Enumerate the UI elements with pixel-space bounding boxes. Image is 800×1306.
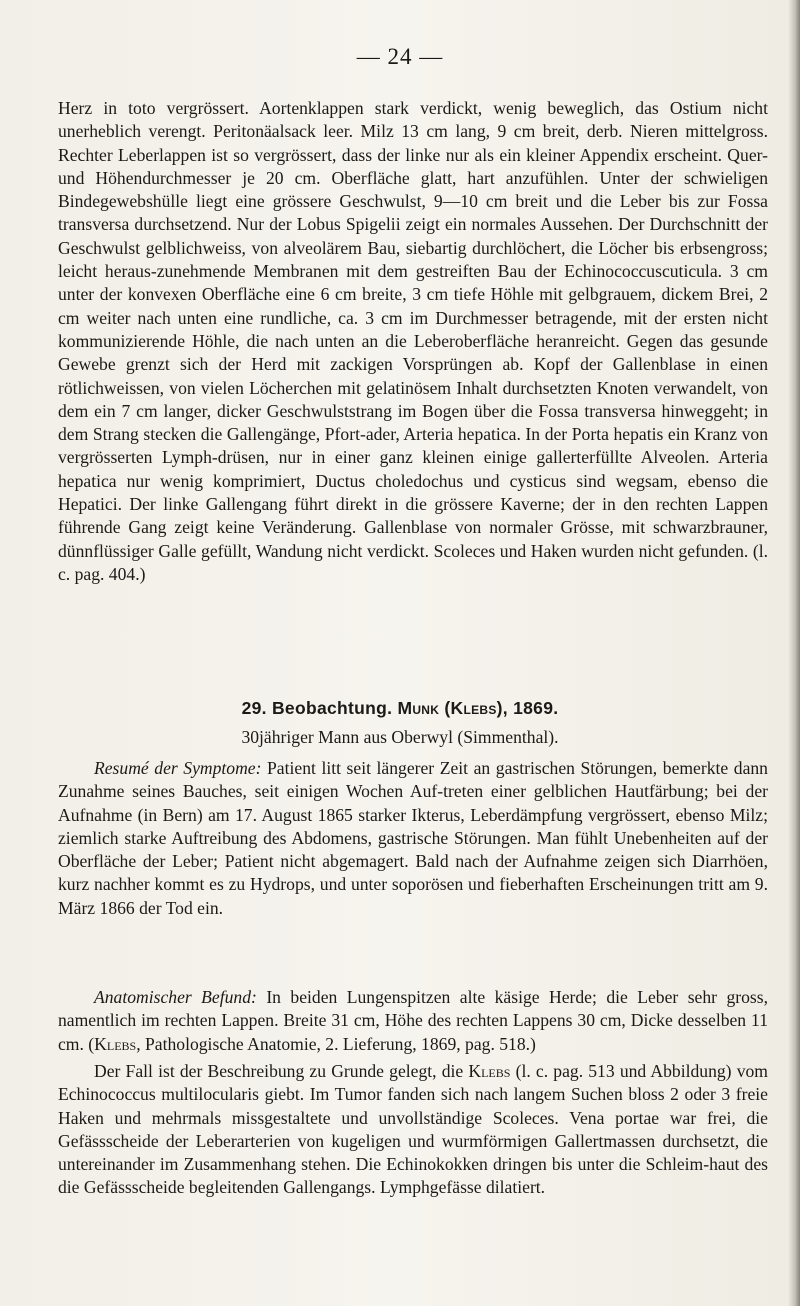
fall-paragraph bbox=[58, 1060, 768, 1200]
befund-text-a: In beiden Lungenspitzen alte käsige Herde; die Leber sehr gross, namentlich im rechten Lappen. Breite 31 cm, Höhe des rechten Lappens 30 cm, Dicke desselben 11 cm. ( bbox=[58, 987, 769, 1054]
fall-reference-name: Klebs bbox=[468, 1061, 511, 1081]
resume-text: Patient litt seit längerer Zeit an gastrischen Störungen, bemerkte dann Zunahme seines Bauches, seit einigen Wochen Auf-treten einer gelblichen Hautfärbung; bei der Aufnahme (in Bern) am 17. August 1865 starker Ikterus, Leberdämpfung vergrössert, ebenso Milz; ziemlich starke Auftreibung des Abdomens, gastrische Störungen. Man fühlt Unebenheiten auf der Oberfläche der Leber; Patient nicht abgemagert. Bald nach der Aufnahme zeigen sich Diarrhöen, kurz nachher kommt es zu Hydrops, und unter soporösen und fieberhaften Erscheinungen tritt am 9. März 1866 der Tod ein. bbox=[58, 758, 768, 918]
observation-heading bbox=[0, 698, 800, 719]
befund-label: Anatomischer Befund: bbox=[94, 987, 257, 1007]
autopsy-paragraph: Herz in toto vergrössert. Aortenklappen stark verdickt, wenig beweglich, das Ostium nicht unerheblich verengt. Peritonäalsack leer. Milz 13 cm lang, 9 cm breit, derb. Nieren mittelgross. Rechter Leberlappen ist so vergrössert, dass der linke nur als ein kleiner Appendix erscheint. Quer- und Höhendurchmesser je 20 cm. Oberfläche glatt, hart anzufühlen. Unter der schwieligen Bindegewebshülle liegt eine grössere Geschwulst, 9—10 cm breit und die Leber bis zur Fossa transversa durchsetzend. Nur der Lobus Spigelii zeigt ein normales Aussehen. Der Durchschnitt der Geschwulst gelblichweiss, von alveolärem Bau, siebartig durchlöchert, die Löcher bis erbsengross; leicht heraus-zunehmende Membranen mit dem gestreiften Bau der Echinococcuscuticula. 3 cm unter der konvexen Oberfläche eine 6 cm breite, 3 cm tiefe Höhle mit gelbgrauem, dickem Brei, 2 cm weiter nach unten eine rundliche, ca. 3 cm im Durchmesser betragende, mit der ersten nicht kommunizierende Höhle, die nach unten an die Leberoberfläche heranreicht. Gegen das gesunde Gewebe grenzt sich der Herd mit zackigen Vorsprüngen ab. Kopf der Gallenblase in einen rötlichweissen, von vielen Löcherchen mit gelatinösem Inhalt durchsetzten Knoten verwandelt, von dem ein 7 cm langer, dicker Geschwulststrang im Bogen über die Fossa transversa hinweggeht; in dem Strang stecken die Gallengänge, Pfort-ader, Arteria hepatica. In der Porta hepatis ein Kranz von vergrösserten Lymph-drüsen, nur in einer ganz kleinen einige gallerterfüllte Alveolen. Arteria hepatica nur wenig komprimiert, Ductus choledochus und cysticus sind wegsam, ebenso die Hepatici. Der linke Gallengang führt direkt in die grössere Kaverne; der in den rechten Lappen führende Gang zeigt keine Veränderung. Gallenblase von normaler Grösse, mit schwarzbrauner, dünnflüssiger Galle gefüllt, Wandung nicht verdickt. Scoleces und Haken wurden nicht gefunden. (l. c. pag. 404.) bbox=[58, 98, 768, 584]
befund-text-b: , Pathologische Anatomie, 2. Lieferung, 1869, pag. 518.) bbox=[136, 1033, 536, 1054]
page-edge-shadow bbox=[788, 0, 800, 1306]
befund-reference-name: Klebs bbox=[94, 1033, 137, 1054]
fall-text-b: (l. c. pag. 513 und Abbildung) vom Echinococcus multilocularis giebt. Im Tumor fanden sich nach langem Suchen bloss 2 oder 3 freie Haken und mehrmals missgestaltete und unvollständige Scoleces. Vena portae war frei, die Gefässscheide der Leberarterien von kugeligen und wurmförmigen Gallertmassen durchsetzt, die untereinander im Zusammenhang stehen. Die Echinokokken dringen bis unter die Schleim-haut des die Gefässscheide begleitenden Gallengangs. Lymphgefässe dilatiert. bbox=[58, 1061, 768, 1198]
fall-text-a: Der Fall ist der Beschreibung zu Grunde gelegt, die bbox=[94, 1061, 469, 1081]
page-number: — 24 — bbox=[356, 44, 444, 69]
resume-paragraph bbox=[58, 757, 768, 920]
befund-paragraph bbox=[58, 986, 768, 1056]
resume-label: Resumé der Symptome: bbox=[94, 758, 262, 778]
observation-subtitle: 30jähriger Mann aus Oberwyl (Simmenthal). bbox=[241, 727, 559, 747]
observation-number: 29. Beobachtung. bbox=[241, 698, 393, 718]
observation-author: Munk (Klebs), 1869. bbox=[397, 698, 559, 718]
